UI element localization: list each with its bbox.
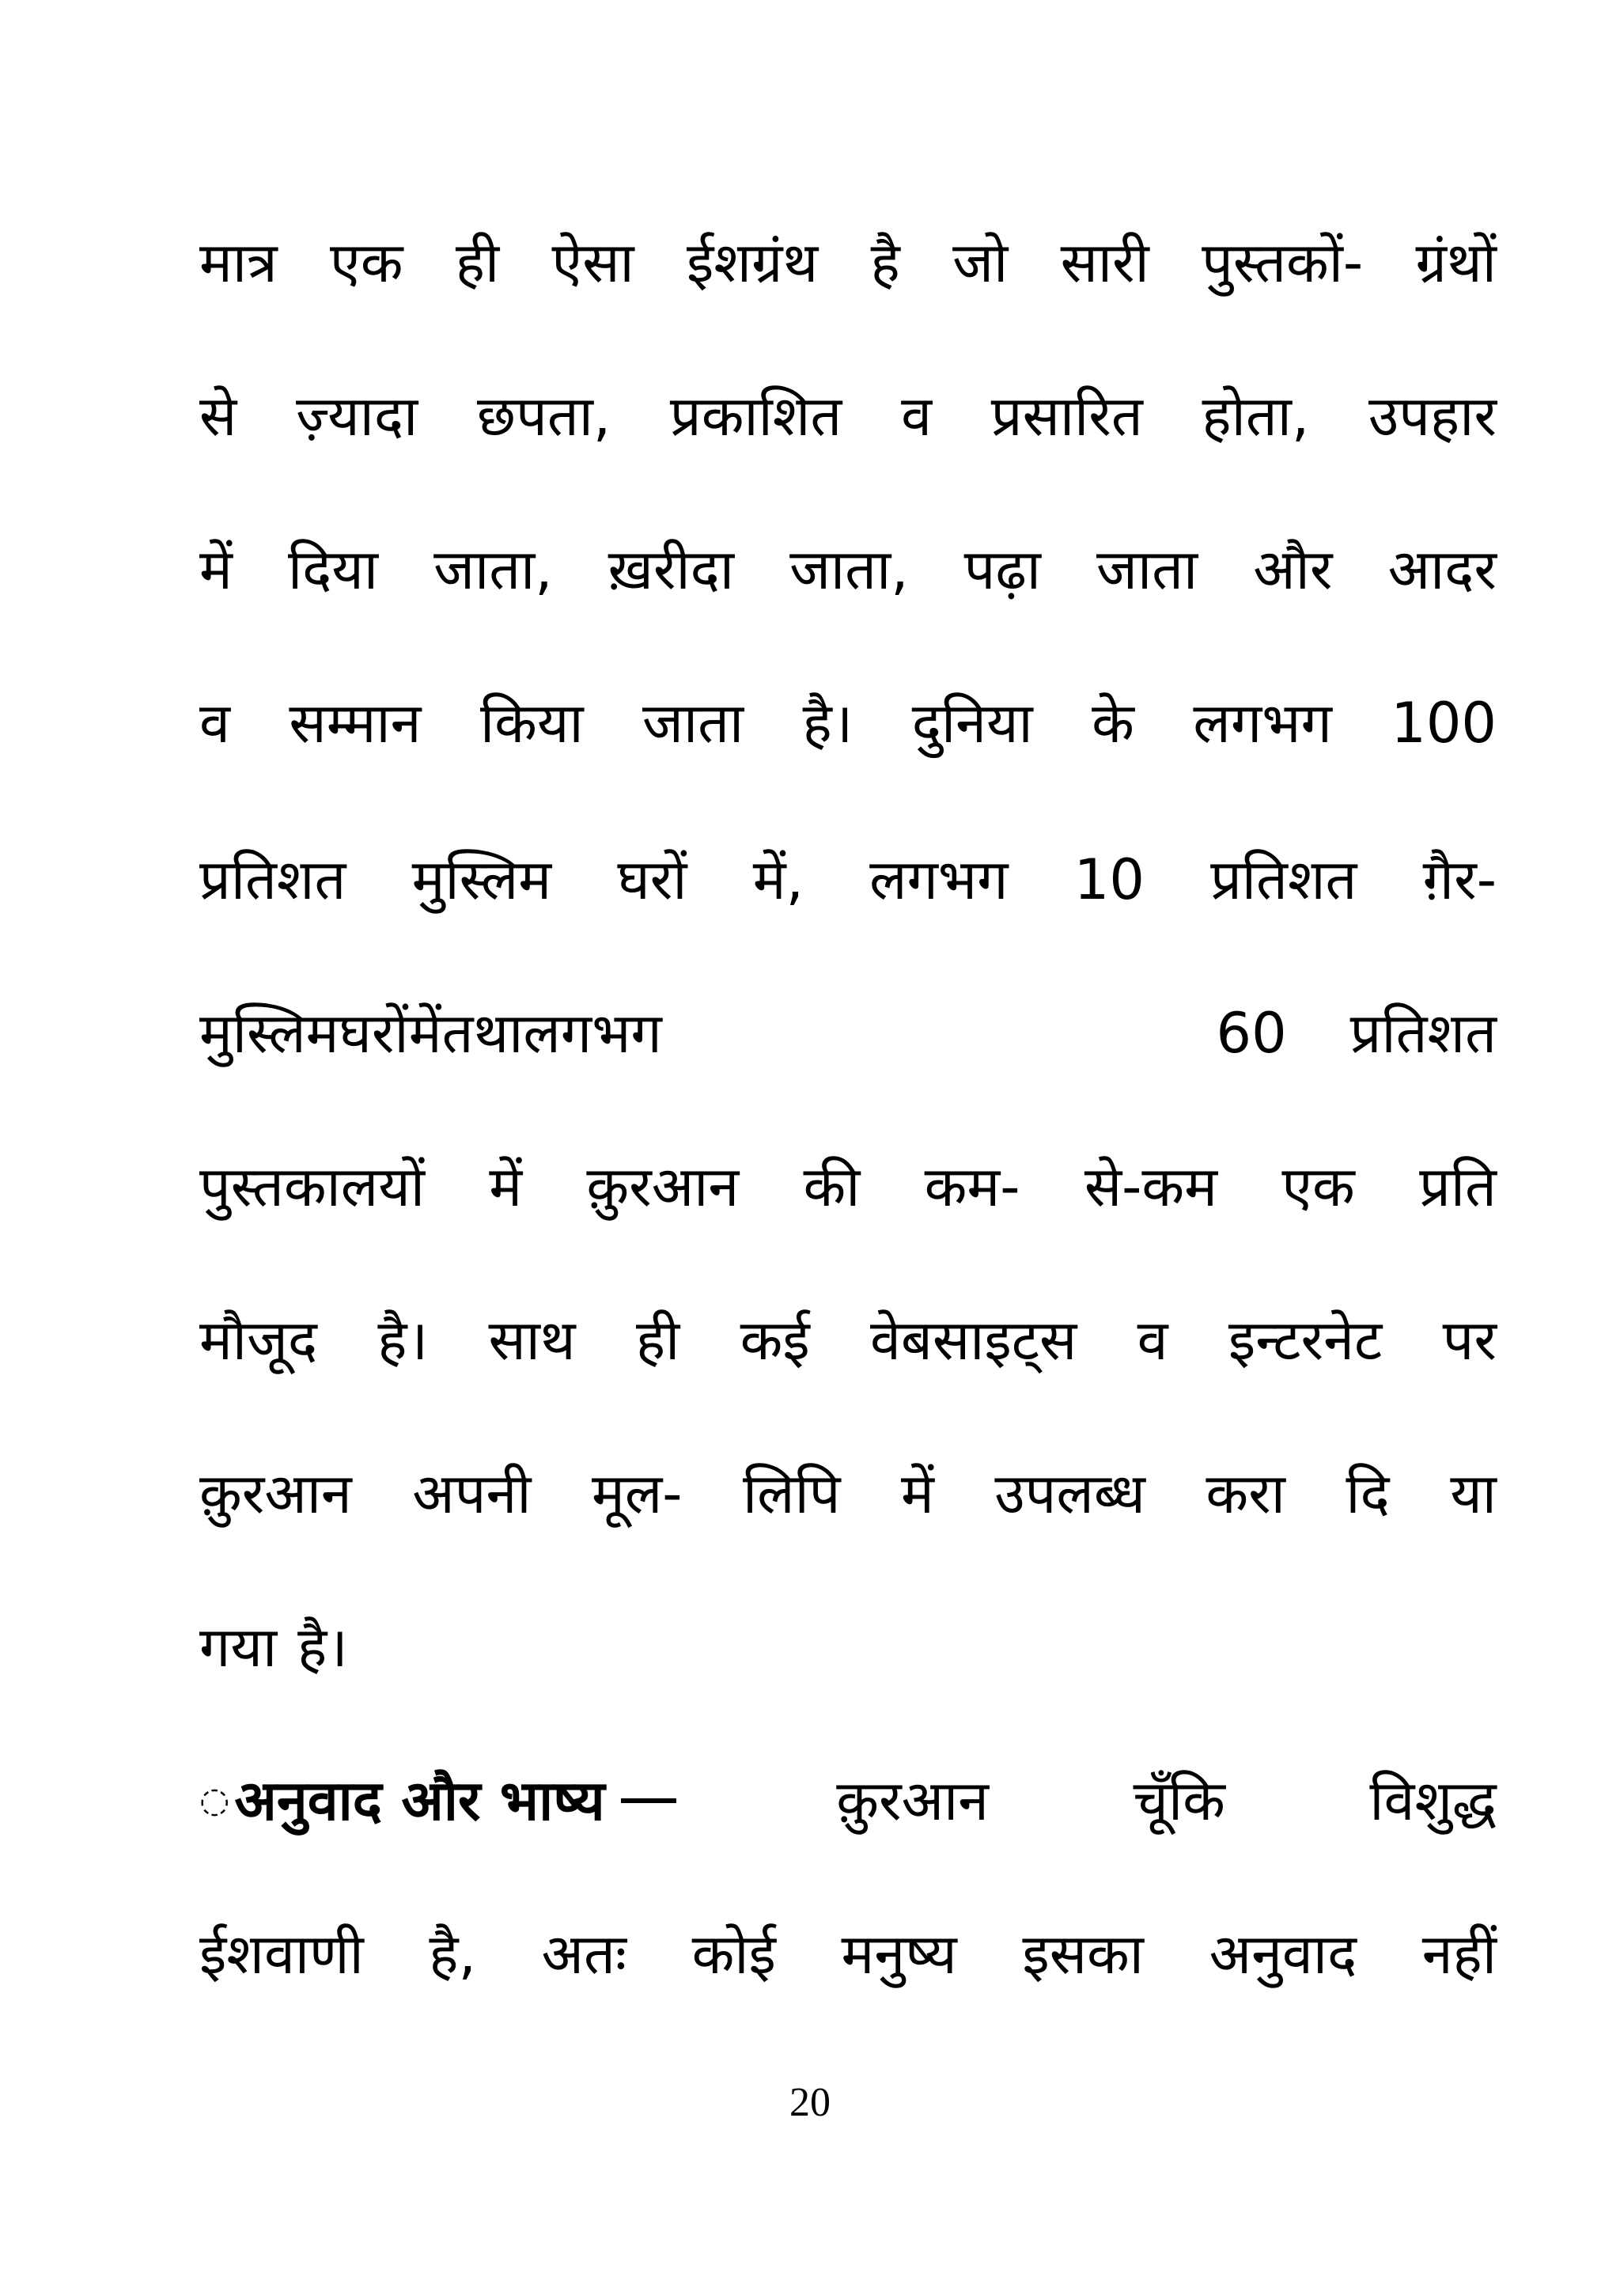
word: लगभग xyxy=(1193,691,1332,756)
text-line-9 xyxy=(199,1446,1497,1541)
word: क़ुरआन xyxy=(199,1461,352,1526)
word: ईशग्रंथ xyxy=(687,230,819,295)
word: एक xyxy=(330,230,403,295)
word: पुस्तकों- xyxy=(1202,230,1364,295)
word: में xyxy=(199,537,233,602)
word: 10 xyxy=(1073,847,1145,912)
word: है, xyxy=(429,1922,476,1987)
word: और xyxy=(1253,537,1333,602)
word: सम्मान xyxy=(289,691,422,756)
word: प्रति xyxy=(1419,1154,1497,1219)
word: लगभग xyxy=(869,847,1009,912)
word: प्रकाशित xyxy=(669,384,842,449)
word: की xyxy=(803,1154,861,1219)
word: प्रसारित xyxy=(990,384,1143,449)
text-line-4 xyxy=(199,676,1497,771)
word: गया xyxy=(199,1615,278,1680)
word: से-कम xyxy=(1084,1154,1218,1219)
word: चूँकि xyxy=(1133,1768,1225,1833)
word: है xyxy=(870,230,900,295)
word: जाता, xyxy=(433,537,553,602)
text-line-2 xyxy=(199,369,1497,464)
word: उपलब्ध xyxy=(994,1461,1145,1526)
word: करा xyxy=(1206,1461,1285,1526)
page-number: 20 xyxy=(789,2080,831,2125)
word: विशुद्ध xyxy=(1369,1768,1497,1833)
word: क़ुरआन xyxy=(586,1154,740,1219)
word: व xyxy=(901,384,932,449)
word: जाता, xyxy=(789,537,909,602)
text-line-7 xyxy=(199,1139,1497,1234)
word: जाता xyxy=(1096,537,1198,602)
word: ही xyxy=(635,1308,680,1373)
word: इसका xyxy=(1022,1922,1144,1987)
word: इन्टरनेट xyxy=(1228,1308,1383,1373)
word: ग्रंथों xyxy=(1415,230,1497,295)
word: 100 xyxy=(1391,691,1497,756)
word: से xyxy=(199,384,237,449)
word: कम- xyxy=(924,1154,1020,1219)
word: पढ़ा xyxy=(963,537,1041,602)
text-line-5 xyxy=(199,832,1497,927)
word: व xyxy=(1137,1308,1168,1373)
word: ऐसा xyxy=(551,230,634,295)
word: एक xyxy=(1281,1154,1355,1219)
word: ज़्यादा xyxy=(296,384,418,449)
text-line-3 xyxy=(199,522,1497,617)
word: मूल- xyxy=(591,1461,683,1526)
em-dash xyxy=(621,1798,676,1803)
word: में xyxy=(489,1154,523,1219)
word: के xyxy=(1092,691,1134,756)
word: साथ xyxy=(488,1308,576,1373)
text-line-12 xyxy=(199,1907,1497,2002)
word: है। xyxy=(802,691,854,756)
word: कई xyxy=(740,1308,810,1373)
word: 60 xyxy=(1216,1001,1287,1066)
word: अतः xyxy=(541,1922,626,1987)
section-heading-line xyxy=(199,1753,1497,1848)
word: क़ुरआन xyxy=(836,1768,990,1833)
word: दिया xyxy=(288,537,379,602)
text-line-10 xyxy=(199,1600,1497,1695)
word: मात्र xyxy=(199,230,278,295)
word: किया xyxy=(479,691,584,756)
word: मनुष्य xyxy=(841,1922,957,1987)
word: होता, xyxy=(1202,384,1310,449)
word: में, xyxy=(752,847,804,912)
word: मौजूद xyxy=(199,1308,318,1373)
word: लिपि xyxy=(743,1461,841,1526)
word: घरों xyxy=(617,847,687,912)
word: है। xyxy=(297,1615,348,1680)
word: अपनी xyxy=(412,1461,532,1526)
word: पर xyxy=(1442,1308,1497,1373)
word: दि xyxy=(1346,1461,1390,1526)
word: पुस्तकालयों xyxy=(199,1154,425,1219)
word: प्रतिशत xyxy=(1349,1001,1497,1066)
word: ही xyxy=(455,230,500,295)
word: मुस्लिम xyxy=(199,1001,339,1066)
word: ग़ैर- xyxy=(1422,847,1497,912)
word: प्रतिशत xyxy=(199,847,346,912)
bullet-icon: ◌ xyxy=(199,1780,230,1821)
word: अनुवाद xyxy=(1209,1922,1357,1987)
word: जो xyxy=(952,230,1009,295)
text-line-1 xyxy=(199,215,1497,310)
word: कोई xyxy=(691,1922,776,1987)
word: व xyxy=(199,691,230,756)
word: मुस्लिम xyxy=(411,847,552,912)
word: ख़रीदा xyxy=(608,537,734,602)
word: घरों xyxy=(339,1001,409,1066)
word: में xyxy=(408,1001,442,1066)
word: छपता, xyxy=(477,384,611,449)
word: है। xyxy=(377,1308,429,1373)
word: जाता xyxy=(642,691,744,756)
word: उपहार xyxy=(1368,384,1497,449)
text-line-8 xyxy=(199,1293,1497,1388)
section-heading-group xyxy=(199,1753,692,1848)
word: लगभग xyxy=(523,1001,662,1066)
word: या xyxy=(1450,1461,1497,1526)
text-line-6 xyxy=(199,986,1497,1081)
section-heading: अनुवाद और भाष्य xyxy=(234,1768,605,1833)
word: तथा xyxy=(441,1001,524,1066)
word: नहीं xyxy=(1421,1922,1497,1987)
word: आदर xyxy=(1387,537,1497,602)
word: सारी xyxy=(1060,230,1149,295)
word: प्रतिशत xyxy=(1210,847,1357,912)
word: में xyxy=(900,1461,934,1526)
word: दुनिया xyxy=(911,691,1033,756)
word: वेबसाइट्स xyxy=(870,1308,1077,1373)
word: ईशवाणी xyxy=(199,1922,364,1987)
